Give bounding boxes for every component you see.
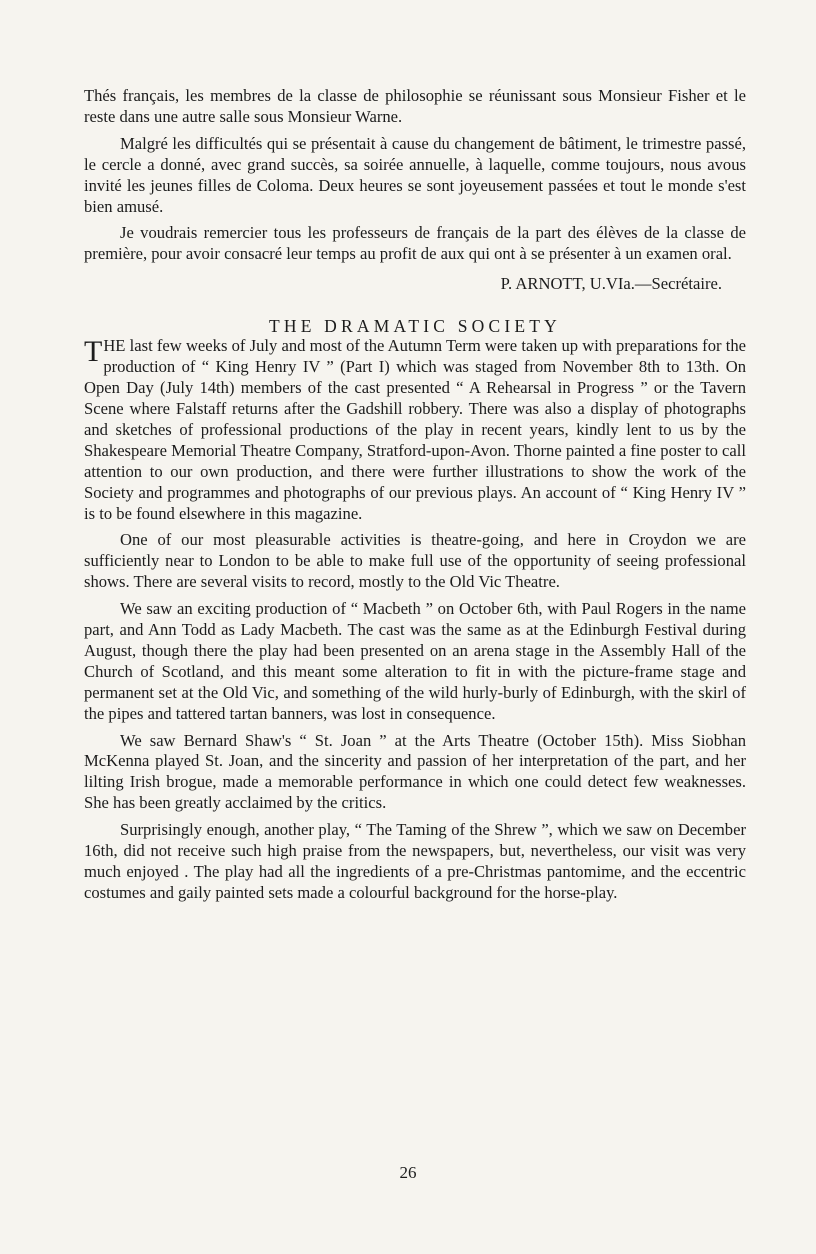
dramatic-paragraph-5: Surprisingly enough, another play, “ The Taming of the Shrew ”, which we saw on December 16th, did not receive such high praise from the newspapers, but, nevertheless, our visit was very much enjoyed . The play had all the ingredients of a pre-Christmas pantomime, and the eccentric costumes and gaily painted sets made a colourful background for the horse-play. (84, 820, 746, 902)
text-column (84, 86, 746, 904)
french-paragraph-3: Je voudrais remercier tous les professeurs de français de la part des élèves de la classe de première, pour avoir consacré leur temps au profit de aux qui ont à se présenter à un examen oral. (84, 223, 746, 264)
secretary-signature: P. ARNOTT, U.VIa.—Secrétaire. (500, 274, 722, 294)
dramatic-paragraph-1 (84, 336, 746, 524)
drop-cap: T (84, 335, 103, 369)
french-paragraph-1: Thés français, les membres de la classe de philosophie se réunissant sous Monsieur Fisher et le reste dans une autre salle sous Monsieur Warne. (84, 86, 746, 126)
dramatic-paragraph-4: We saw Bernard Shaw's “ St. Joan ” at the Arts Theatre (October 15th). Miss Siobhan McKenna played St. Joan, and the sincerity and passion of her interpretation of the part, and her lilting Irish brogue, made a memorable performance in which one could detect few weaknesses. She has been greatly acclaimed by the critics. (84, 730, 746, 813)
dramatic-paragraph-2: One of our most pleasurable activities is theatre-going, and here in Croydon we are sufficiently near to London to be able to make full use of the opportunity of seeing professional shows. There are several visits to record, mostly to the Old Vic Theatre. (84, 530, 746, 592)
page-number: 26 (399, 1163, 417, 1182)
dramatic-paragraph-3: We saw an exciting production of “ Macbeth ” on October 6th, with Paul Rogers in the name part, and Ann Todd as Lady Macbeth. The cast was the same as at the Edinburgh Festival during August, though there the play had been presented on an arena stage in the Assembly Hall of the Church of Scotland, and this meant some alteration to fit in with the picture-frame stage and permanent set at the Old Vic, and something of the wild hurly-burly of Edinburgh, with the skirl of the pipes and tattered tartan banners, was lost in consequence. (84, 599, 746, 723)
dramatic-paragraph-1-text: HE last few weeks of July and most of the Autumn Term were taken up with preparations for the production of “ King Henry IV ” (Part I) which was staged from November 8th to 13th. On Open Day (July 14th) members of the cast presented “ A Rehearsal in Progress ” or the Tavern Scene where Falstaff returns after the Gadshill robbery. There was also a display of photographs and sketches of professional productions of the play in recent years, kindly lent to us by the Shakespeare Memorial Theatre Company, Stratford-upon-Avon. Thorne painted a fine poster to call attention to our own production, and there were further illustrations to show the work of the Society and programmes and photographs of our previous plays. An account of “ King Henry IV ” is to be found elsewhere in this magazine. (84, 336, 747, 523)
french-paragraph-2: Malgré les difficultés qui se présentait à cause du changement de bâtiment, le trimestre passé, le cercle a donné, avec grand succès, sa soirée annuelle, à laquelle, comme toujours, nous avous invité les jeunes filles de Coloma. Deux heures se sont joyeusement passées et tout le monde s'est bien amusé. (84, 133, 746, 216)
section-heading: THE DRAMATIC SOCIETY (268, 316, 562, 337)
